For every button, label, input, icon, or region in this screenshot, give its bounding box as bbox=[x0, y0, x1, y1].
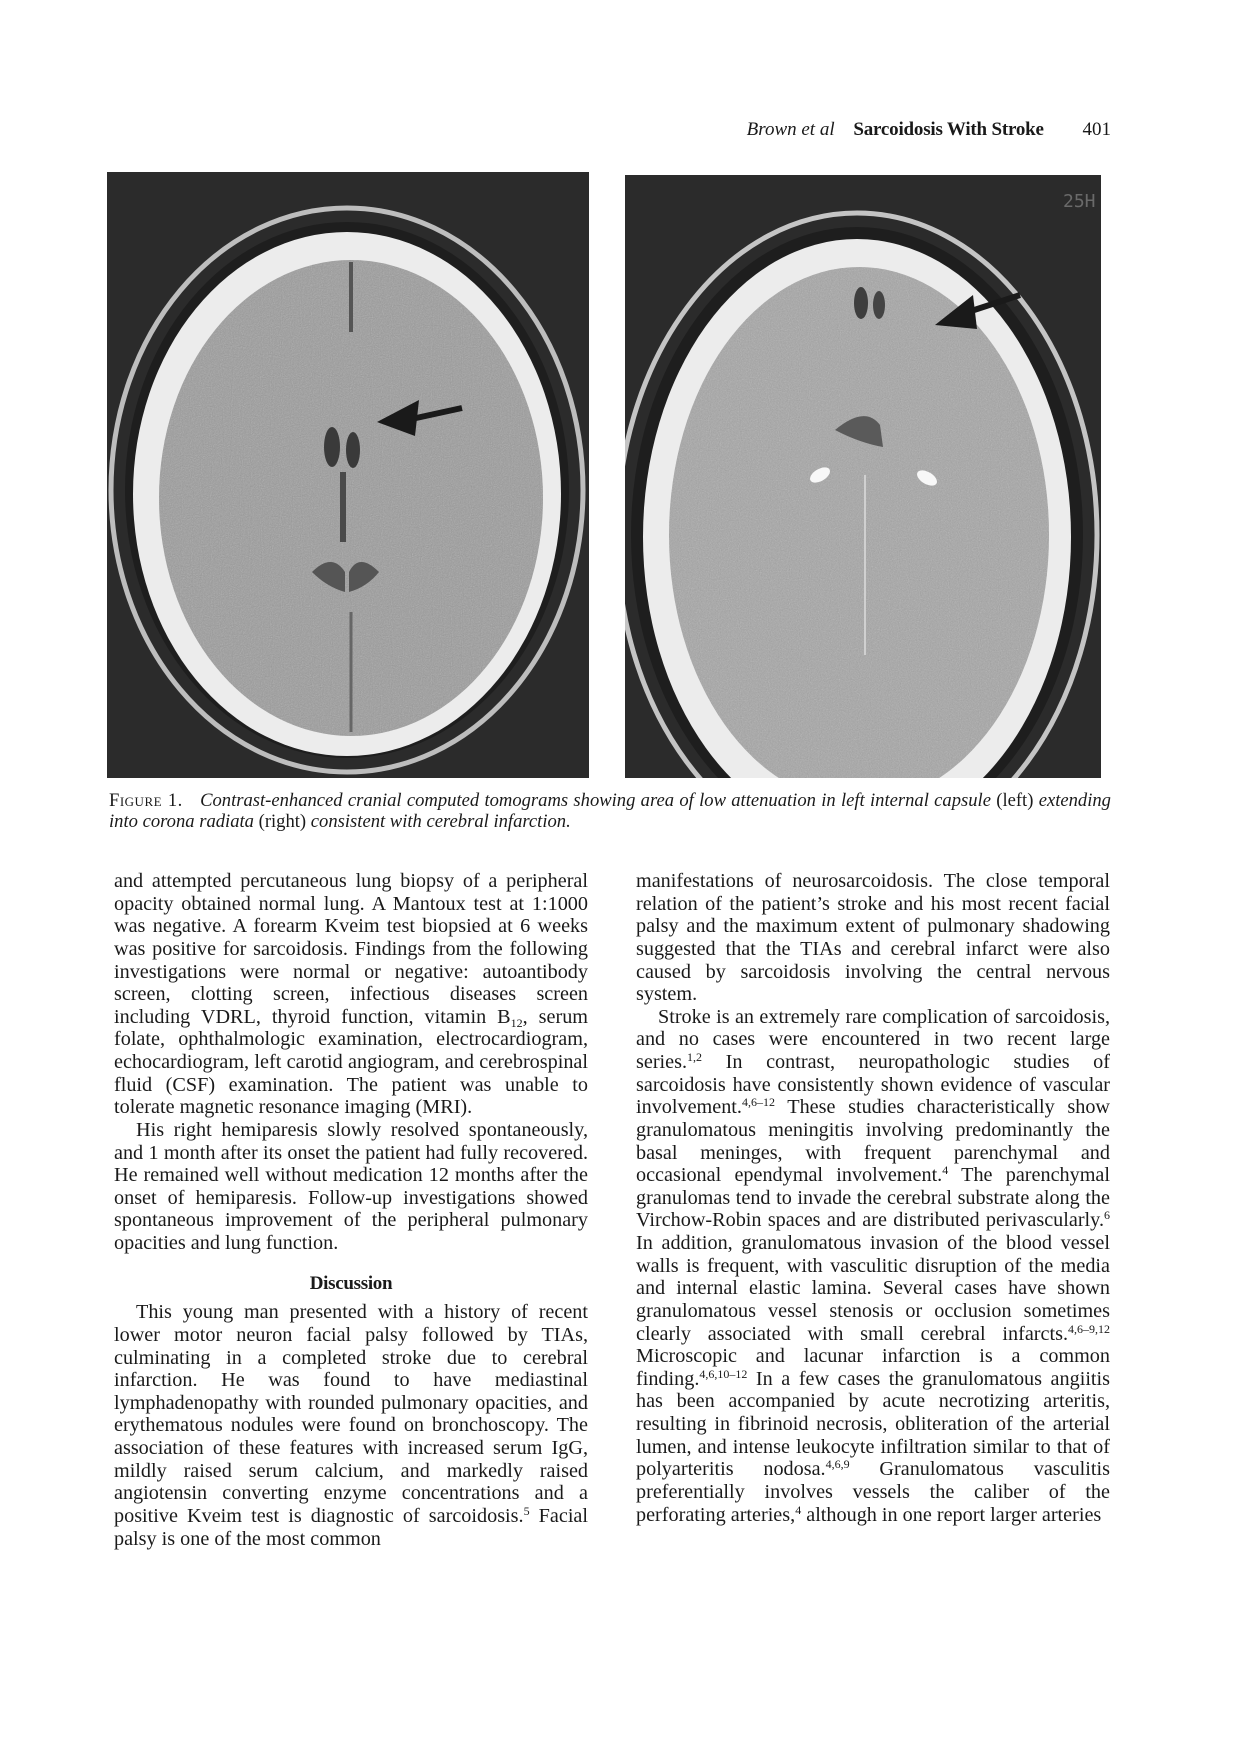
citation-ref: 4,6,10–12 bbox=[699, 1366, 748, 1381]
paragraph: manifestations of neurosarcoidosis. The close temporal relation of the patient’s stroke and his most recent facial palsy and the maximum extent of pulmonary shadowing suggested that the TIAs and cerebral infarct were also caused by sarcoidosis involving the central nervous system. bbox=[636, 870, 1110, 1006]
citation-ref: 4,6–9,12 bbox=[1068, 1321, 1110, 1336]
running-header bbox=[747, 119, 1111, 141]
body-column-right bbox=[636, 870, 1110, 1526]
text: and attempted percutaneous lung biopsy of a peripheral opacity obtained normal lung. A Mantoux test at 1:1000 was negative. A forearm Kveim test biopsied at 6 weeks was positive for sarcoidosis. Findings from the following investigations were normal or negative: autoantibody screen, clotting screen, infectious diseases screen including VDRL, thyroid function, vitamin B bbox=[114, 870, 588, 1028]
paragraph: His right hemiparesis slowly resolved spontaneously, and 1 month after its onset the patient had fully recovered. He remained well without medication 12 months after the onset of hemiparesis. Follow-up investigations showed spontaneous improvement of the peripheral pulmonary opacities and lung function. bbox=[114, 1118, 588, 1254]
ct-scan-right-graphic bbox=[625, 175, 1101, 778]
caption-text: (right) bbox=[258, 811, 307, 832]
page-number: 401 bbox=[1082, 119, 1111, 140]
body-column-left bbox=[114, 870, 588, 1550]
paragraph bbox=[114, 1301, 588, 1550]
scan-overlay-label: 25H bbox=[1063, 191, 1096, 212]
ct-scan-left-graphic bbox=[107, 172, 589, 778]
text: Granulomatous vasculitis preferentially involves vessels the caliber of the perforating arteries, bbox=[636, 1458, 1110, 1526]
caption-text: (left) bbox=[996, 790, 1034, 811]
subscript: 12 bbox=[510, 1015, 523, 1030]
text: , serum folate, ophthalmologic examination, electrocardiogram, echocardiogram, left carotid angiogram, and cerebrospinal fluid (CSF) examination. The patient was unable to tolerate magnetic resonance imaging (MRI). bbox=[114, 1005, 588, 1119]
citation-ref: 1,2 bbox=[687, 1050, 703, 1064]
text: This young man presented with a history of recent lower motor neuron facial palsy followed by TIAs, culminating in a completed stroke due to cerebral infarction. He was found to have mediastinal lymphadenopathy with rounded pulmonary opacities, and erythematous nodules were found on bronchoscopy. The association of these features with increased serum IgG, mildly raised serum calcium, and markedly raised angiotensin converting enzyme concentrations and a positive Kveim test is diagnostic of sarcoidosis. bbox=[114, 1301, 588, 1527]
header-running-title: Sarcoidosis With Stroke bbox=[853, 119, 1044, 140]
text: In contrast, neuropathologic studies of sarcoidosis have consistently shown evidence of vascular involvement. bbox=[636, 1051, 1110, 1119]
caption-text: consistent with cerebral infarction. bbox=[310, 811, 571, 832]
citation-ref: 4,6,9 bbox=[825, 1457, 850, 1472]
ct-image-right bbox=[625, 175, 1101, 778]
caption-text: extending into corona radiata bbox=[109, 790, 1111, 832]
text: The parenchymal granulomas tend to invade the cerebral substrate along the Virchow-Robin spaces and are distributed perivascularly. bbox=[636, 1164, 1110, 1232]
section-heading: Discussion bbox=[309, 1272, 393, 1294]
citation-ref: 4 bbox=[795, 1502, 802, 1517]
text: Facial palsy is one of the most common bbox=[114, 1504, 588, 1550]
figure-caption bbox=[109, 790, 1111, 832]
ct-image-left bbox=[107, 172, 589, 778]
caption-text: Contrast-enhanced cranial computed tomograms showing area of low attenuation in left internal capsule bbox=[200, 790, 991, 811]
text: In a few cases the granulomatous angiitis has been accompanied by acute necrotizing arteritis, resulting in fibrinoid necrosis, obliteration of the arterial lumen, and intense leukocyte infiltration similar to that of polyarteritis nodosa. bbox=[636, 1367, 1110, 1481]
citation-ref: 4 bbox=[942, 1163, 949, 1178]
text: These studies characteristically show granulomatous meningitis involving predominantly the basal meninges, with frequent parenchymal and occasional ependymal involvement. bbox=[636, 1096, 1110, 1187]
figure-label: Figure 1. bbox=[109, 790, 183, 811]
citation-ref: 6 bbox=[1104, 1208, 1110, 1223]
citation-ref: 5 bbox=[523, 1503, 530, 1518]
text: although in one report larger arteries bbox=[801, 1503, 1102, 1526]
header-authors: Brown et al bbox=[746, 119, 835, 140]
text: Microscopic and lacunar infarction is a common finding. bbox=[636, 1345, 1110, 1390]
text: In addition, granulomatous invasion of the blood vessel walls is frequent, with vasculitic disruption of the media and internal elastic lamina. Several cases have shown granulomatous vessel stenosis or occlusion sometimes clearly associated with small cerebral infarcts. bbox=[636, 1232, 1110, 1345]
paragraph bbox=[114, 870, 588, 1119]
paragraph bbox=[636, 1006, 1110, 1526]
text: Stroke is an extremely rare complication of sarcoidosis, and no cases were encountered in two recent large series. bbox=[636, 1005, 1110, 1073]
citation-ref: 4,6–12 bbox=[741, 1095, 775, 1110]
